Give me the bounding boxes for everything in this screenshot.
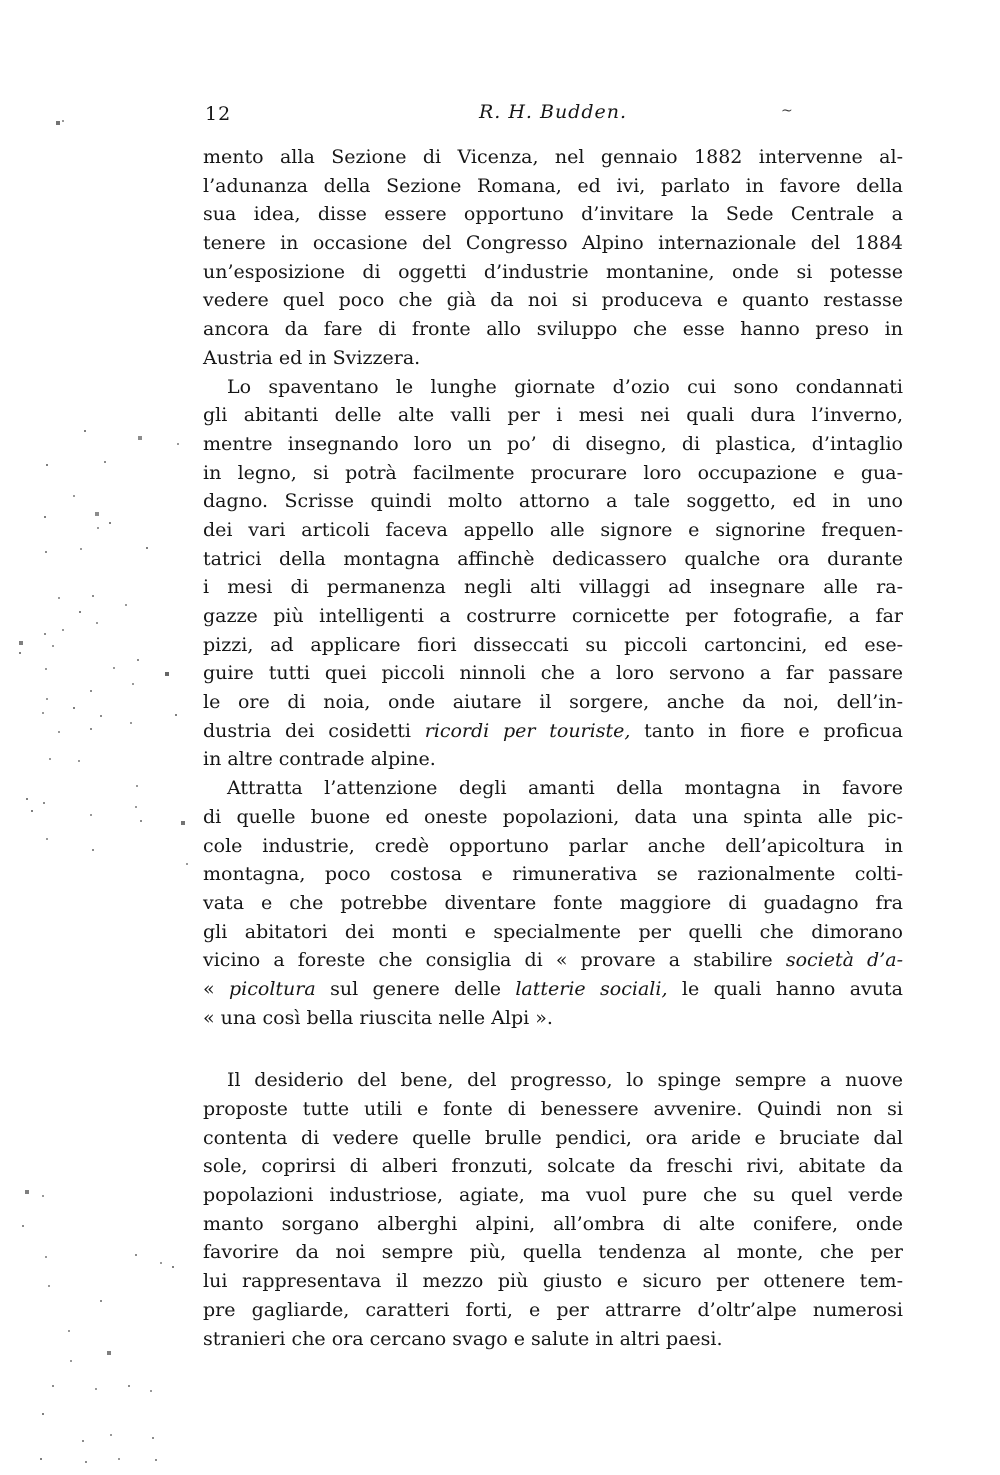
italic-text: picoltura xyxy=(229,977,316,1000)
text-run: in altre contrade alpine. xyxy=(203,748,436,771)
text-line xyxy=(203,344,903,373)
text-run: dustria dei cosidetti xyxy=(203,719,425,742)
text-run: Lo spaventano le lunghe giornate d’ozio cui sono condannati xyxy=(227,375,903,398)
text-line xyxy=(203,1210,903,1239)
text-line xyxy=(203,229,903,258)
paragraph xyxy=(203,1066,903,1353)
text-run: l’adunanza della Sezione Romana, ed ivi, parlato in favore della xyxy=(203,174,903,197)
text-line xyxy=(203,889,903,918)
text-line xyxy=(203,1325,903,1354)
text-line xyxy=(203,1095,903,1124)
text-line xyxy=(203,745,903,774)
text-line xyxy=(203,1004,903,1033)
text-line xyxy=(203,315,903,344)
text-line xyxy=(203,803,903,832)
text-line xyxy=(203,975,903,1004)
text-line xyxy=(203,774,903,803)
text-run: sul genere delle xyxy=(315,977,516,1000)
text-line xyxy=(203,602,903,631)
text-line xyxy=(203,286,903,315)
text-line xyxy=(203,688,903,717)
text-line xyxy=(203,430,903,459)
running-head: R. H. Budden. xyxy=(478,101,628,123)
text-line xyxy=(203,459,903,488)
paragraph xyxy=(203,373,903,775)
text-run: le ore di noia, onde aiutare il sorgere, anche da noi, dell’in- xyxy=(203,691,903,714)
text-line xyxy=(203,860,903,889)
text-run: le quali hanno avuta xyxy=(667,977,903,1000)
text-run: cole industrie, credè opportuno parlar anche dell’apicoltura in xyxy=(203,834,903,857)
text-line xyxy=(203,918,903,947)
text-run: vata e che potrebbe diventare fonte maggiore di guadagno fra xyxy=(203,891,903,914)
text-line xyxy=(203,516,903,545)
text-run: pre gagliarde, caratteri forti, e per attrarre d’oltr’alpe numerosi xyxy=(203,1298,903,1321)
text-run: sole, coprirsi di alberi fronzuti, solcate da freschi rivi, abitate da xyxy=(203,1155,903,1178)
text-run: Il desiderio del bene, del progresso, lo spinge sempre a nuove xyxy=(227,1069,903,1092)
text-run: tanto in fiore e proficua xyxy=(630,719,903,742)
text-line xyxy=(203,1267,903,1296)
text-run: un’esposizione di oggetti d’industrie montanine, onde si potesse xyxy=(203,260,903,283)
paragraph xyxy=(203,143,903,373)
text-run: gli abitanti delle alte valli per i mesi nei quali dura l’inverno, xyxy=(203,404,903,427)
text-line xyxy=(203,401,903,430)
text-line xyxy=(203,200,903,229)
text-line xyxy=(203,258,903,287)
text-run: tenere in occasione del Congresso Alpino internazionale del 1884 xyxy=(203,232,903,255)
text-run: vedere quel poco che già da noi si produceva e quanto restasse xyxy=(203,289,903,312)
text-run: contenta di vedere quelle brulle pendici, ora aride e bruciate dal xyxy=(203,1126,903,1149)
text-run: « xyxy=(203,977,230,1000)
text-line xyxy=(203,1181,903,1210)
text-line xyxy=(203,545,903,574)
text-run: pizzi, ad applicare fiori disseccati su piccoli cartoncini, ed ese- xyxy=(203,633,903,656)
text-run: guire tutti quei piccoli ninnoli che a loro servono a far passare xyxy=(203,662,903,685)
text-run: mentre insegnando loro un po’ di disegno, di plastica, d’intaglio xyxy=(203,432,903,455)
italic-text: ricordi per touriste, xyxy=(424,719,631,742)
text-run: manto sorgano alberghi alpini, all’ombra di alte conifere, onde xyxy=(203,1212,903,1235)
paragraph xyxy=(203,774,903,1032)
text-line xyxy=(203,1124,903,1153)
text-run: stranieri che ora cercano svago e salute in altri paesi. xyxy=(203,1327,723,1350)
text-run: Attratta l’attenzione degli amanti della montagna in favore xyxy=(227,777,903,800)
text-run: di quelle buone ed oneste popolazioni, data una spinta alle pic- xyxy=(203,805,903,828)
text-line xyxy=(203,573,903,602)
text-run: « una così bella riuscita nelle Alpi ». xyxy=(203,1006,553,1029)
text-run: favorire da noi sempre più, quella tendenza al monte, che per xyxy=(203,1241,903,1264)
text-line xyxy=(203,487,903,516)
italic-text: latterie sociali, xyxy=(515,977,668,1000)
text-line xyxy=(203,1238,903,1267)
text-line xyxy=(203,1066,903,1095)
page-body xyxy=(203,143,903,1353)
italic-text: società d’a- xyxy=(785,949,903,972)
text-run: gli abitatori dei monti e specialmente per quelli che dimorano xyxy=(203,920,903,943)
text-run: ancora da fare di fronte allo sviluppo che esse hanno preso in xyxy=(203,318,903,341)
text-line xyxy=(203,659,903,688)
text-run: popolazioni industriose, agiate, ma vuol pure che su quel verde xyxy=(203,1184,903,1207)
text-line xyxy=(203,373,903,402)
text-run: sua idea, disse essere opportuno d’invitare la Sede Centrale a xyxy=(203,203,903,226)
text-run: lui rappresentava il mezzo più giusto e sicuro per ottenere tem- xyxy=(203,1270,903,1293)
page-header xyxy=(203,101,903,131)
page-number: 12 xyxy=(205,103,232,125)
text-line xyxy=(203,172,903,201)
text-line xyxy=(203,631,903,660)
text-run: dagno. Scrisse quindi molto attorno a tale soggetto, ed in uno xyxy=(203,490,903,513)
text-line xyxy=(203,1152,903,1181)
text-line xyxy=(203,717,903,746)
text-line xyxy=(203,946,903,975)
text-run: montagna, poco costosa e rimunerativa se razionalmente colti- xyxy=(203,863,903,886)
margin-mark: ~ xyxy=(781,103,793,119)
text-line xyxy=(203,143,903,172)
text-run: gazze più intelligenti a costrurre cornicette per fotografie, a far xyxy=(203,605,903,627)
text-run: tatrici della montagna affinchè dedicassero qualche ora durante xyxy=(203,547,903,570)
scan-noise-specks xyxy=(0,0,2,2)
text-run: proposte tutte utili e fonte di benessere avvenire. Quindi non si xyxy=(203,1098,903,1120)
text-run: mento alla Sezione di Vicenza, nel gennaio 1882 intervenne al- xyxy=(203,146,903,168)
text-run: in legno, si potrà facilmente procurare loro occupazione e gua- xyxy=(203,461,903,484)
text-line xyxy=(203,832,903,861)
text-run: i mesi di permanenza negli alti villaggi ad insegnare alle ra- xyxy=(203,576,903,599)
text-line xyxy=(203,1296,903,1325)
text-run: vicino a foreste che consiglia di « provare a stabilire xyxy=(203,949,786,972)
text-run: Austria ed in Svizzera. xyxy=(203,346,421,369)
text-run: dei vari articoli faceva appello alle signore e signorine frequen- xyxy=(203,518,903,541)
